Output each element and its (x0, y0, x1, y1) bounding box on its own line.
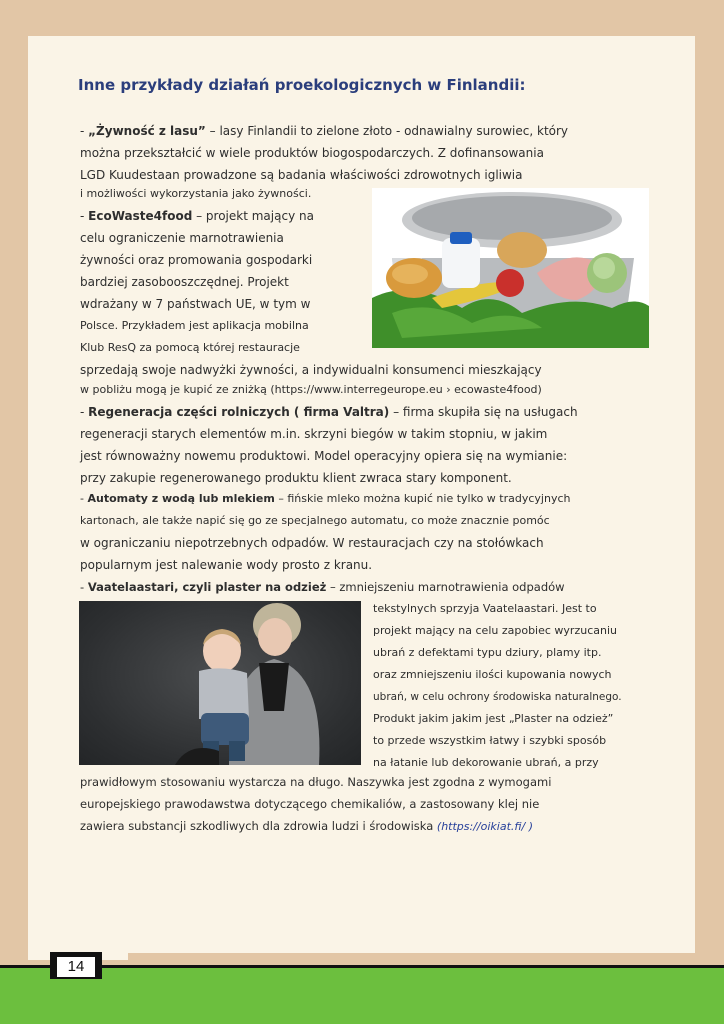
text-line: przy zakupie regenerowanego produktu klient zwraca stary komponent. (80, 471, 512, 485)
parent-child-illustration (79, 601, 361, 765)
text-line: Polsce. Przykładem jest aplikacja mobilna (80, 319, 309, 332)
parent-child-photo (79, 601, 361, 765)
text-line: sprzedają swoje nadwyżki żywności, a indywidualni konsumenci mieszkający (80, 363, 542, 377)
item-title-ecowaste4food: EcoWaste4food (88, 209, 193, 223)
text-line: europejskiego prawodawstwa dotyczącego chemikaliów, a zastosowany klej nie (80, 797, 540, 811)
text-line: jest równoważny nowemu produktowi. Model operacyjny opiera się na wymianie: (80, 449, 568, 463)
page-number: 14 (56, 956, 96, 978)
text-line: żywności oraz promowania gospodarki (80, 253, 313, 267)
text-line: tekstylnych sprzyja Vaatelaastari. Jest to (373, 602, 597, 615)
grass-strip (0, 968, 724, 1024)
source-link[interactable]: (https://oikiat.fi/ ) (436, 820, 534, 833)
text-line: projekt mający na celu zapobiec wyrzucaniu (373, 624, 617, 637)
text-line: to przede wszystkim łatwy i szybki sposób (373, 734, 607, 747)
text-line: na łatanie lub dekorowanie ubrań, a przy (373, 756, 599, 769)
item-title-food-from-forest: „Żywność z lasu” (88, 124, 206, 138)
text-line: prawidłowym stosowaniu wystarcza na długo. Naszywka jest zgodna z wymogami (80, 775, 552, 789)
text-line: - Automaty z wodą lub mlekiem – fińskie mleko można kupić nie tylko w tradycyjnych (80, 492, 571, 505)
text-line: celu ograniczenie marnotrawienia (80, 231, 284, 245)
text-line: - Vaatelaastari, czyli plaster na odzież – zmniejszeniu marnotrawienia odpadów (80, 580, 565, 594)
item-title-valtra: Regeneracja części rolniczych ( firma Valtra) (88, 405, 390, 419)
text-line: można przekształcić w wiele produktów biogospodarczych. Z dofinansowania (80, 146, 544, 160)
text-line: ubrań, w celu ochrony środowiska naturalnego. (373, 691, 622, 703)
text-line: oraz zmniejszeniu ilości kupowania nowych (373, 668, 612, 681)
text-line: wdrażany w 7 państwach UE, w tym w (80, 297, 311, 311)
text-line: bardziej zasobooszczędnej. Projekt (80, 275, 289, 289)
text-line: regeneracji starych elementów m.in. skrzyni biegów w takim stopniu, w jakim (80, 427, 548, 441)
page-heading: Inne przykłady działań proekologicznych w Finlandii: (78, 76, 526, 94)
text-line: - „Żywność z lasu” – lasy Finlandii to zielone złoto - odnawialny surowiec, który (80, 124, 569, 138)
text-line: i możliwości wykorzystania jako żywności. (80, 187, 312, 200)
text-line: w ograniczaniu niepotrzebnych odpadów. W restauracjach czy na stołówkach (80, 536, 544, 550)
text-line: ubrań z defektami typu dziury, plamy itp. (373, 646, 602, 659)
text-line: w pobliżu mogą je kupić ze zniżką (https://www.interregeurope.eu › ecowaste4food) (80, 383, 542, 396)
food-waste-bin-photo (372, 188, 649, 348)
item-title-vaatelaastari: Vaatelaastari, czyli plaster na odzież (87, 580, 327, 594)
text-line: zawiera substancji szkodliwych dla zdrowia ludzi i środowiska (https://oikiat.fi/ ) (80, 819, 534, 833)
text-line: LGD Kuudestaan prowadzone są badania właściwości zdrowotnych igliwia (80, 168, 523, 182)
item-title-vending-machines: Automaty z wodą lub mlekiem (87, 492, 275, 505)
food-waste-bin-illustration (372, 188, 649, 348)
text-line: Klub ResQ za pomocą której restauracje (80, 341, 300, 354)
text-line: Produkt jakim jakim jest „Plaster na odzież” (373, 712, 614, 725)
text-line: - Regeneracja części rolniczych ( firma Valtra) – firma skupiła się na usługach (80, 405, 578, 419)
text-line: - EcoWaste4food – projekt mający na (80, 209, 314, 223)
text-line: popularnym jest nalewanie wody prosto z kranu. (80, 558, 373, 572)
text-line: kartonach, ale także napić się go ze specjalnego automatu, co może znacznie pomóc (80, 514, 550, 527)
